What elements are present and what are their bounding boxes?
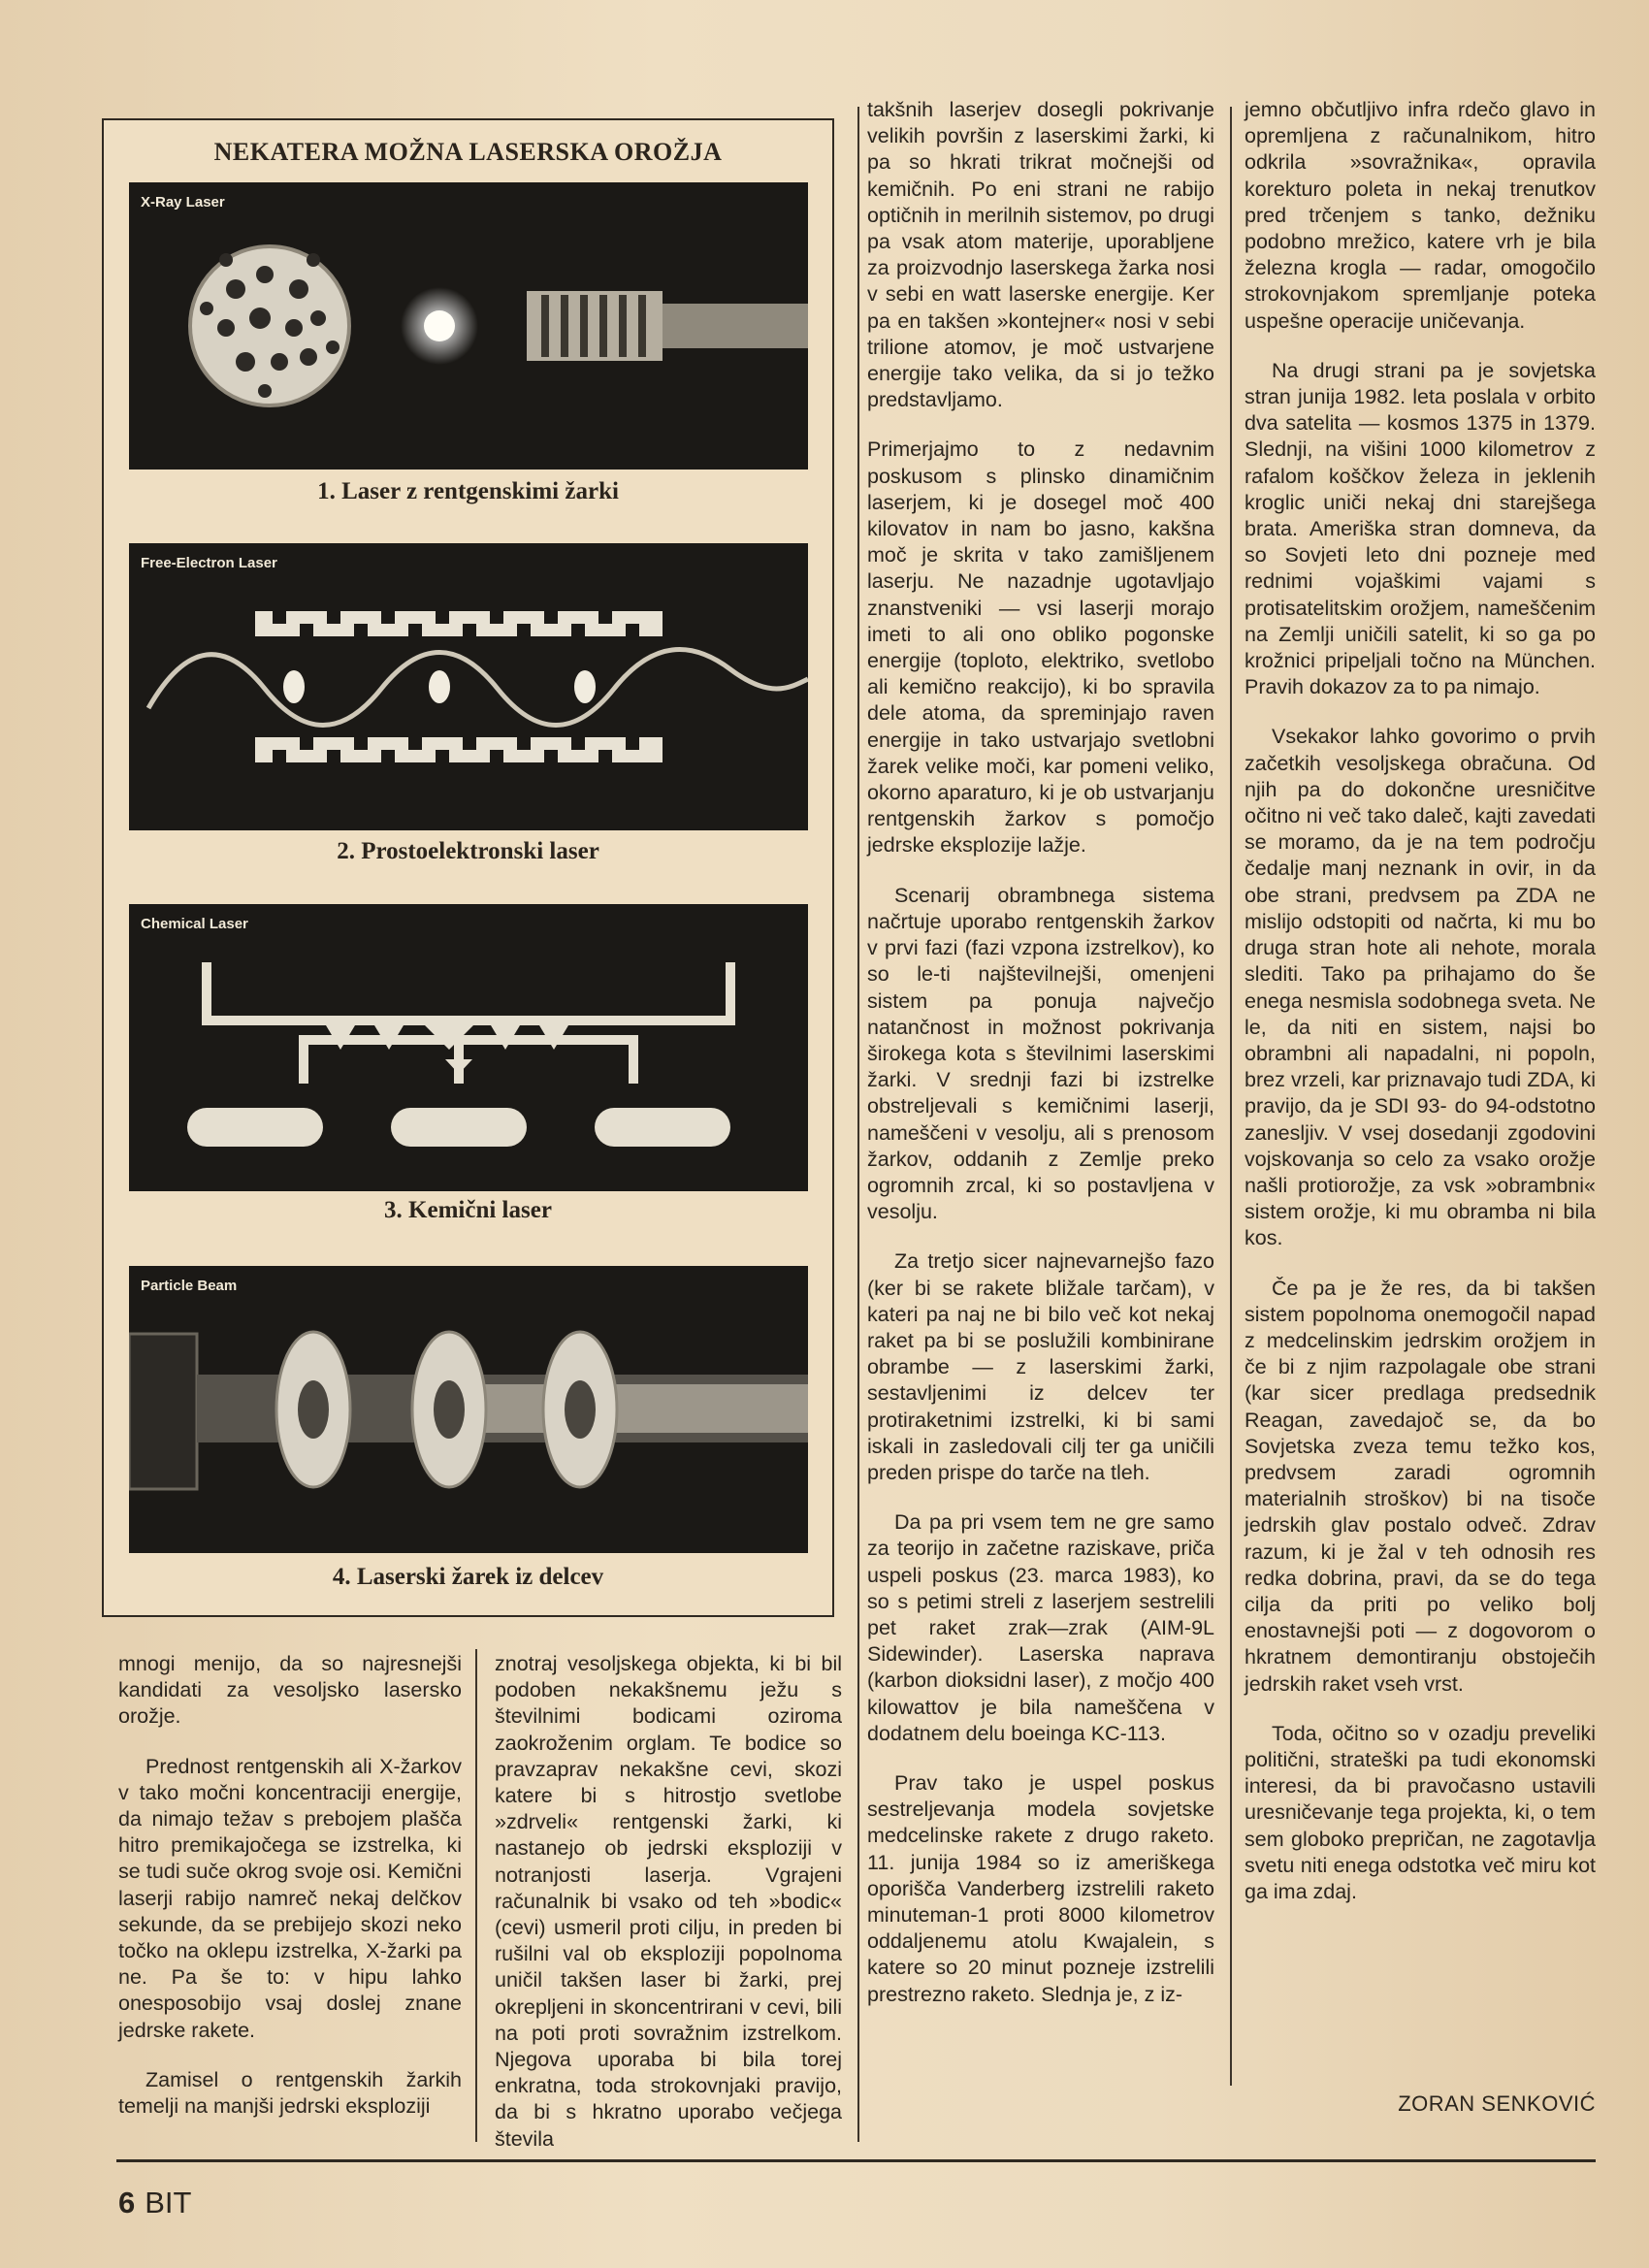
paragraph: Toda, očitno so v ozadju preveliki politični, strateški pa tudi ekonomski interesi, da bi pravočasno ustavili uresničevanje tega projekta, ki, o tem sem globoko prepričan, ne zagotavlja svetu niti enega odstotka več miru kot ga ima zdaj.: [1245, 1721, 1596, 1903]
paragraph: Zamisel o rentgenskih žarkih temelji na manjši jedrski eksploziji: [118, 2067, 462, 2119]
column-divider: [857, 107, 859, 2142]
paragraph: Če pa je že res, da bi takšen sistem popolnoma onemogočil napad z medcelinskim jedrskim orožjem in če bi z njim razpolagale obe strani (kar sicer predlaga predsednik Reagan, zavedajoč se, da bo Sovjetska zveza temu težko kos, predvsem zaradi ogromnih materialnih stroškov) bi na tisoče jedrskih glav postalo odveč. Zdrav razum, ki je žal v teh odnosih res redka dobrina, pravi, da se do tega cilja da priti po veliko bolj enostavnejši poti — z dogovorom o hkratnem demontiranju obstoječih jedrskih raket vseh vrst.: [1245, 1276, 1596, 1696]
magazine-name: BIT: [145, 2186, 192, 2219]
paragraph: Za tretjo sicer najnevarnejšo fazo (ker bi se rakete bližale tarčam), v kateri pa naj ne bi bilo več kot nekaj raket pa bi se poslužili kombinirane obrambe — z laserskimi žarki, sestavljenimi iz delcev ter protiraketnimi izstrelki, ki bi sami iskali in zasledovali cilj ter ga uničili preden prispe do tarče na tleh.: [867, 1249, 1214, 1484]
free-electron-illustration: [129, 543, 808, 830]
figure-title: NEKATERA MOŽNA LASERSKA OROŽJA: [213, 138, 723, 166]
paragraph: jemno občutljivo infra rdečo glavo in opremljena z računalnikom, hitro odkrila »sovražnika«, opravila korekturo poleta in nekaj trenutkov pred trčenjem s tanko, dežniku podobno mrežico, katere vrh je bila železna krogla — radar, omogočilo strokovnjakom spremljanje poteka uspešne operacije uničevanja.: [1245, 98, 1596, 333]
page-number: 6: [118, 2186, 136, 2219]
panel-label: Free-Electron Laser: [141, 555, 277, 571]
panel-label: Chemical Laser: [141, 916, 248, 932]
caption-particle-beam: 4. Laserski žarek iz delcev: [332, 1564, 604, 1590]
paragraph: mnogi menijo, da so najresnejši kandidati za vesoljsko lasersko orožje.: [118, 1652, 462, 1729]
paragraph: znotraj vesoljskega objekta, ki bi bil podoben nekakšnemu ježu s številnimi bodicami oziroma zaokroženim orglam. Te bodice so pravzaprav nekakšne cevi, skozi katere bi s hitrostjo svetlobe »zdrveli« rentgenski žarki, ki nastanejo ob jedrski eksploziji v notranjosti laserja. Vgrajeni računalnik bi vsako od teh »bodic« (cevi) usmeril proti cilju, in preden bi rušilni val ob eksploziji popolnoma uničil takšen laser bi žarki, prej okrepljeni in skoncentrirani v cevi, bili na poti proti sovražnim izstrelkom. Njegova uporaba bi bila torej enkratna, toda strokovnjaki pravijo, da bi s hkratno uporabo večjega števila: [495, 1652, 842, 2151]
paragraph: Da pa pri vsem tem ne gre samo za teorijo in začetne raziskave, priča uspeli poskus (23. marca 1983), ko so s petimi streli z laserjem sestrelili pet raket zrak—zrak (AIM-9L Sidewinder). Laserska naprava (karbon dioksidni laser), z močjo 400 kilowattov je bila nameščena v dodatnem delu boeinga KC-113.: [867, 1510, 1214, 1745]
paragraph: Vsekakor lahko govorimo o prvih začetkih vesoljskega obračuna. Od njih pa do dokončne uresničitve očitno ni več tako daleč, kajti zavedati se moramo, da je na tem področju čedalje manj neznank in ovir, in da obe strani, predvsem pa ZDA ne mislijo odstopiti od načrta, ki mu bo druga stran hote ali nehote, morala slediti. Tako pa prihajamo do še enega nesmisla sodobnega sveta. Ne le, da niti en sistem, najsi bo obrambni ali napadalni, ni popoln, brez vrzeli, kar priznavajo tudi ZDA, ki pravijo, da je SDI 93- do 94-odstotno zanesljiv. V vsej dosedanji zgodovini vojskovanja so celo za vsako orožje našli protiorožje, za vsk »obrambni« sistem orožje, ki mu obramba ni bila kos.: [1245, 725, 1596, 1250]
panel-label: Particle Beam: [141, 1278, 238, 1294]
chemical-laser-panel: [129, 904, 808, 1191]
column-divider: [1230, 107, 1232, 2086]
paragraph: Na drugi strani pa je sovjetska stran junija 1982. leta poslala v orbito dva satelita — kosmos 1375 in 1379. Slednji, na višini 1000 kilometrov z rafalom koščkov železa in jeklenih kroglic uniči nekaj dni starejšega brata. Ameriška stran domneva, da so Sovjeti leto dni pozneje med rednimi vojaškimi vajami s protisatelitskim orožjem, nameščenim na Zemlji uničili satelit, ki so ga po krožnici pripeljali točno na München. Pravih dokazov za to pa nimajo.: [1245, 358, 1596, 699]
text-column-4: [1245, 97, 1596, 1928]
particle-beam-illustration: [129, 1266, 808, 1553]
author-signature: ZORAN SENKOVIĆ: [1398, 2091, 1596, 2116]
text-column-2: [495, 1651, 842, 2176]
column-divider: [475, 1649, 477, 2142]
paragraph: Scenarij obrambnega sistema načrtuje uporabo rentgenskih žarkov v prvi fazi (fazi vzpona izstrelkov), ko so le-ti najštevilnejši, omenjeni sistem pa ponuja največjo natančnost in možnost pokrivanja širokega kota s številnimi laserskimi žarki. V srednji fazi bi izstrelke obstreljevali s kemičnimi laserji, nameščeni v vesolju, ali s prenosom žarkov, oddanih z Zemlje preko ogromnih zrcal, ki so postavljena v vesolju.: [867, 883, 1214, 1224]
xray-laser-illustration: [129, 182, 808, 470]
text-column-1: [118, 1651, 462, 2143]
panel-label: X-Ray Laser: [141, 194, 225, 211]
free-electron-laser-panel: [129, 543, 808, 830]
chemical-laser-illustration: [129, 904, 808, 1191]
caption-free-electron: 2. Prostoelektronski laser: [337, 838, 599, 864]
paragraph: takšnih laserjev dosegli pokrivanje velikih površin z laserskimi žarki, ki pa so hkrati trikrat močnejši od kemičnih. Po eni strani ne rabijo optičnih in merilnih sistemov, po drugi pa vsak atom materije, uporabljene za proizvodnjo laserskega žarka nosi v sebi en watt laserske energije. Ker pa en takšen »kontejner« nosi v sebi trilione atomov, je moč ustvarjene energije tako velika, da si jo težko predstavljamo.: [867, 98, 1214, 412]
footer-rule: [116, 2159, 1596, 2162]
paragraph: Prav tako je uspel poskus sestreljevanja modela sovjetske medcelinske rakete z drugo raketo. 11. junija 1984 so iz ameriškega oporišča Vanderberg izstrelili raketo minuteman-1 proti 8000 kilometrov oddaljenemu atolu Kwajalein, s katere so 20 minut pozneje izstrelili prestrezno raketo. Slednja je, z iz-: [867, 1770, 1214, 2006]
figure-box: [102, 118, 834, 1617]
paragraph: Prednost rentgenskih ali X-žarkov v tako močni koncentraciji energije, da nimajo težav s prebojem plašča hitro premikajočega se izstrelka, ki se tudi suče okrog svoje osi. Kemični laserji rabijo namreč nekaj delčkov sekunde, da se prebijejo skozi neko točko na oklepu izstrelka, X-žarki pa ne. Pa še to: v hipu lahko onesposobijo vsaj doslej znane jedrske rakete.: [118, 1754, 462, 2042]
caption-xray: 1. Laser z rentgenskimi žarki: [317, 478, 619, 504]
xray-laser-panel: [129, 182, 808, 470]
page-footer: [118, 2186, 191, 2220]
particle-beam-panel: [129, 1266, 808, 1553]
caption-chemical: 3. Kemični laser: [384, 1197, 552, 1223]
paragraph: Primerjajmo to z nedavnim poskusom s plinsko dinamičnim laserjem, ki je dosegel moč 400 kilovatov in nam bo jasno, kakšna moč je skrita v tako zamišljenem laserju. Ne nazadnje ugotavljajo znanstveniki — vsi laserji morajo imeti to ali ono obliko pogonske energije (toploto, elektriko, svetlobo ali kemično reakcijo), ki bo spravila dele atoma, da spreminjajo raven energije in tako ustvarjajo svetlobni žarek velike moči, kar pomeni veliko, okorno aparaturo, ki je ob ustvarjanju rentgenskih žarkov s pomočjo jedrske eksplozije lažje.: [867, 437, 1214, 858]
text-column-3: [867, 97, 1214, 2031]
